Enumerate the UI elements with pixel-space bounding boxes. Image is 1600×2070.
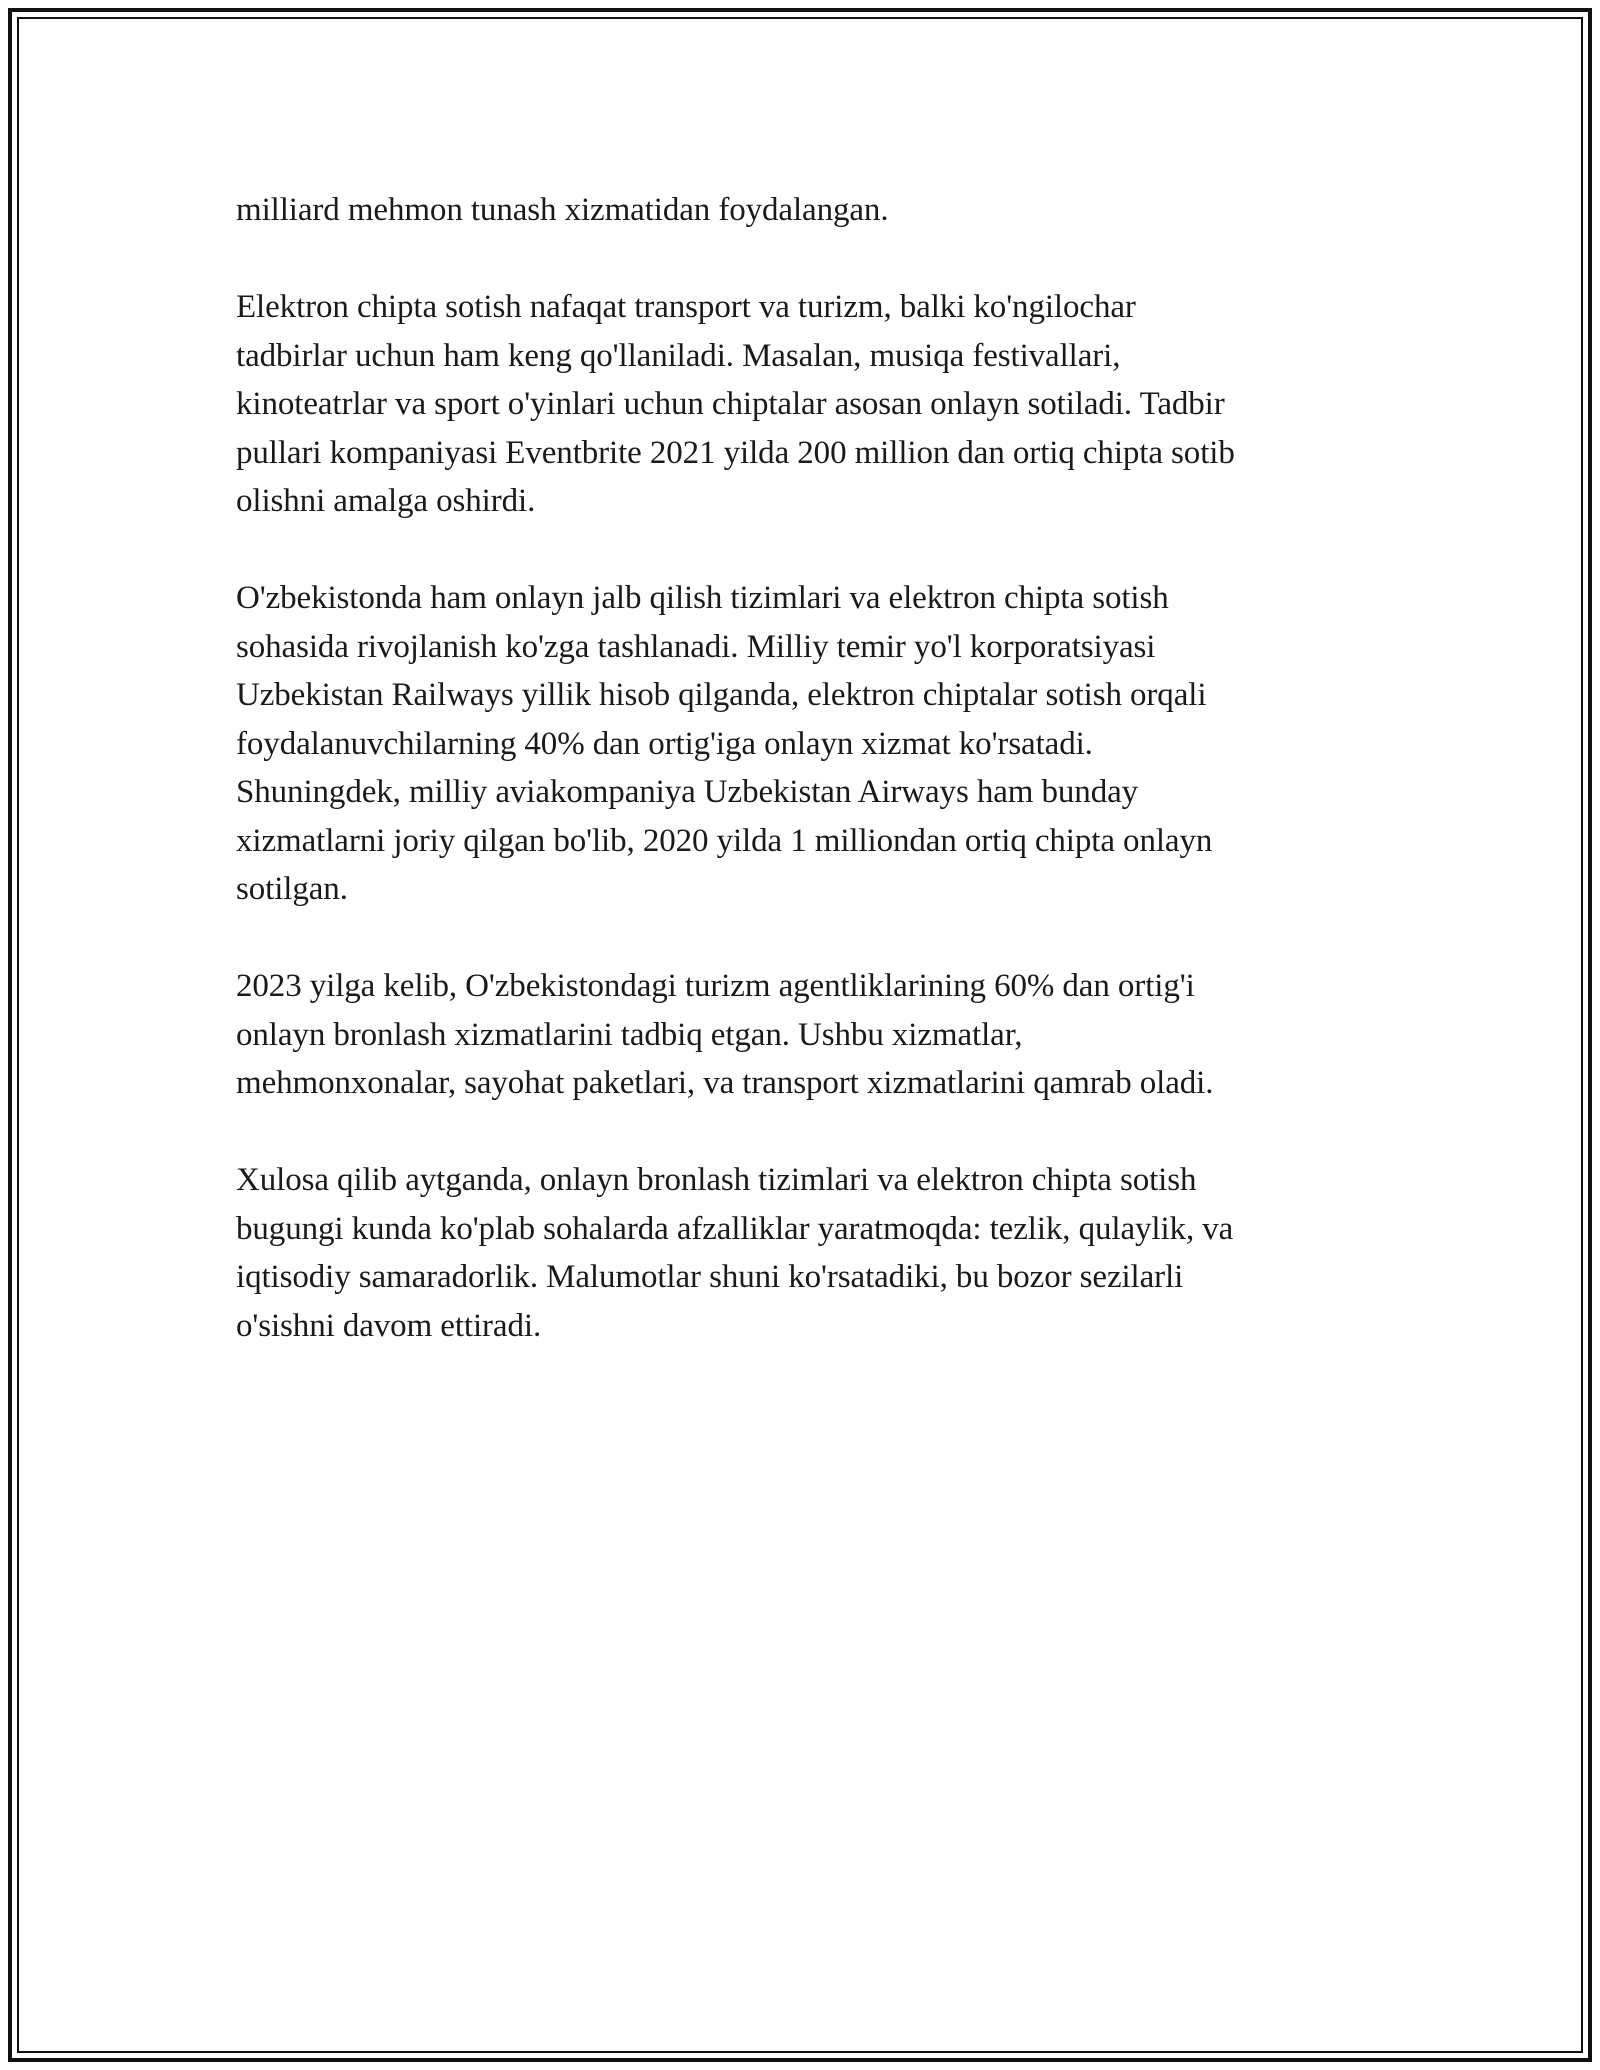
document-body	[236, 186, 1371, 1399]
text-line: milliard mehmon tunash xizmatidan foydalangan.	[236, 192, 889, 228]
paragraph-3	[236, 574, 1371, 914]
text-line: mehmonxonalar, sayohat paketlari, va transport xizmatlarini qamrab oladi.	[236, 1065, 1214, 1101]
paragraph-4	[236, 962, 1371, 1108]
text-line: bugungi kunda ko'plab sohalarda afzalliklar yaratmoqda: tezlik, qulaylik, va	[236, 1210, 1234, 1247]
paragraph-1	[236, 186, 1371, 235]
text-line: Uzbekistan Railways yillik hisob qilganda, elektron chiptalar sotish orqali	[236, 677, 1207, 713]
text-line: 2023 yilga kelib, O'zbekistondagi turizm agentliklarining 60% dan ortig'i	[236, 968, 1195, 1004]
text-line: Elektron chipta sotish nafaqat transport va turizm, balki ko'ngilochar	[236, 289, 1136, 325]
text-line: Shuningdek, milliy aviakompaniya Uzbekistan Airways ham bunday	[236, 774, 1139, 810]
text-line: o'sishni davom ettiradi.	[236, 1307, 542, 1344]
text-line: xizmatlarni joriy qilgan bo'lib, 2020 yilda 1 milliondan ortiq chipta onlayn	[236, 822, 1213, 859]
text-line: foydalanuvchilarning 40% dan ortig'iga onlayn xizmat ko'rsatadi.	[236, 725, 1093, 762]
text-line: sotilgan.	[236, 871, 348, 907]
text-line: tadbirlar uchun ham keng qo'llaniladi. Masalan, musiqa festivallari,	[236, 337, 1121, 374]
text-line: onlayn bronlash xizmatlarini tadbiq etgan. Ushbu xizmatlar,	[236, 1016, 1023, 1053]
paragraph-2	[236, 283, 1371, 526]
text-line: pullari kompaniyasi Eventbrite 2021 yilda 200 million dan ortiq chipta sotib	[236, 434, 1235, 471]
text-line: sohasida rivojlanish ko'zga tashlanadi. Milliy temir yo'l korporatsiyasi	[236, 628, 1156, 665]
text-line: Xulosa qilib aytganda, onlayn bronlash tizimlari va elektron chipta sotish	[236, 1162, 1197, 1198]
text-line: kinoteatrlar va sport o'yinlari uchun chiptalar asosan onlayn sotiladi. Tadbir	[236, 386, 1225, 422]
text-line: iqtisodiy samaradorlik. Malumotlar shuni ko'rsatadiki, bu bozor sezilarli	[236, 1259, 1184, 1295]
text-line: olishni amalga oshirdi.	[236, 483, 536, 519]
paragraph-5	[236, 1156, 1371, 1350]
text-line: O'zbekistonda ham onlayn jalb qilish tizimlari va elektron chipta sotish	[236, 580, 1169, 616]
